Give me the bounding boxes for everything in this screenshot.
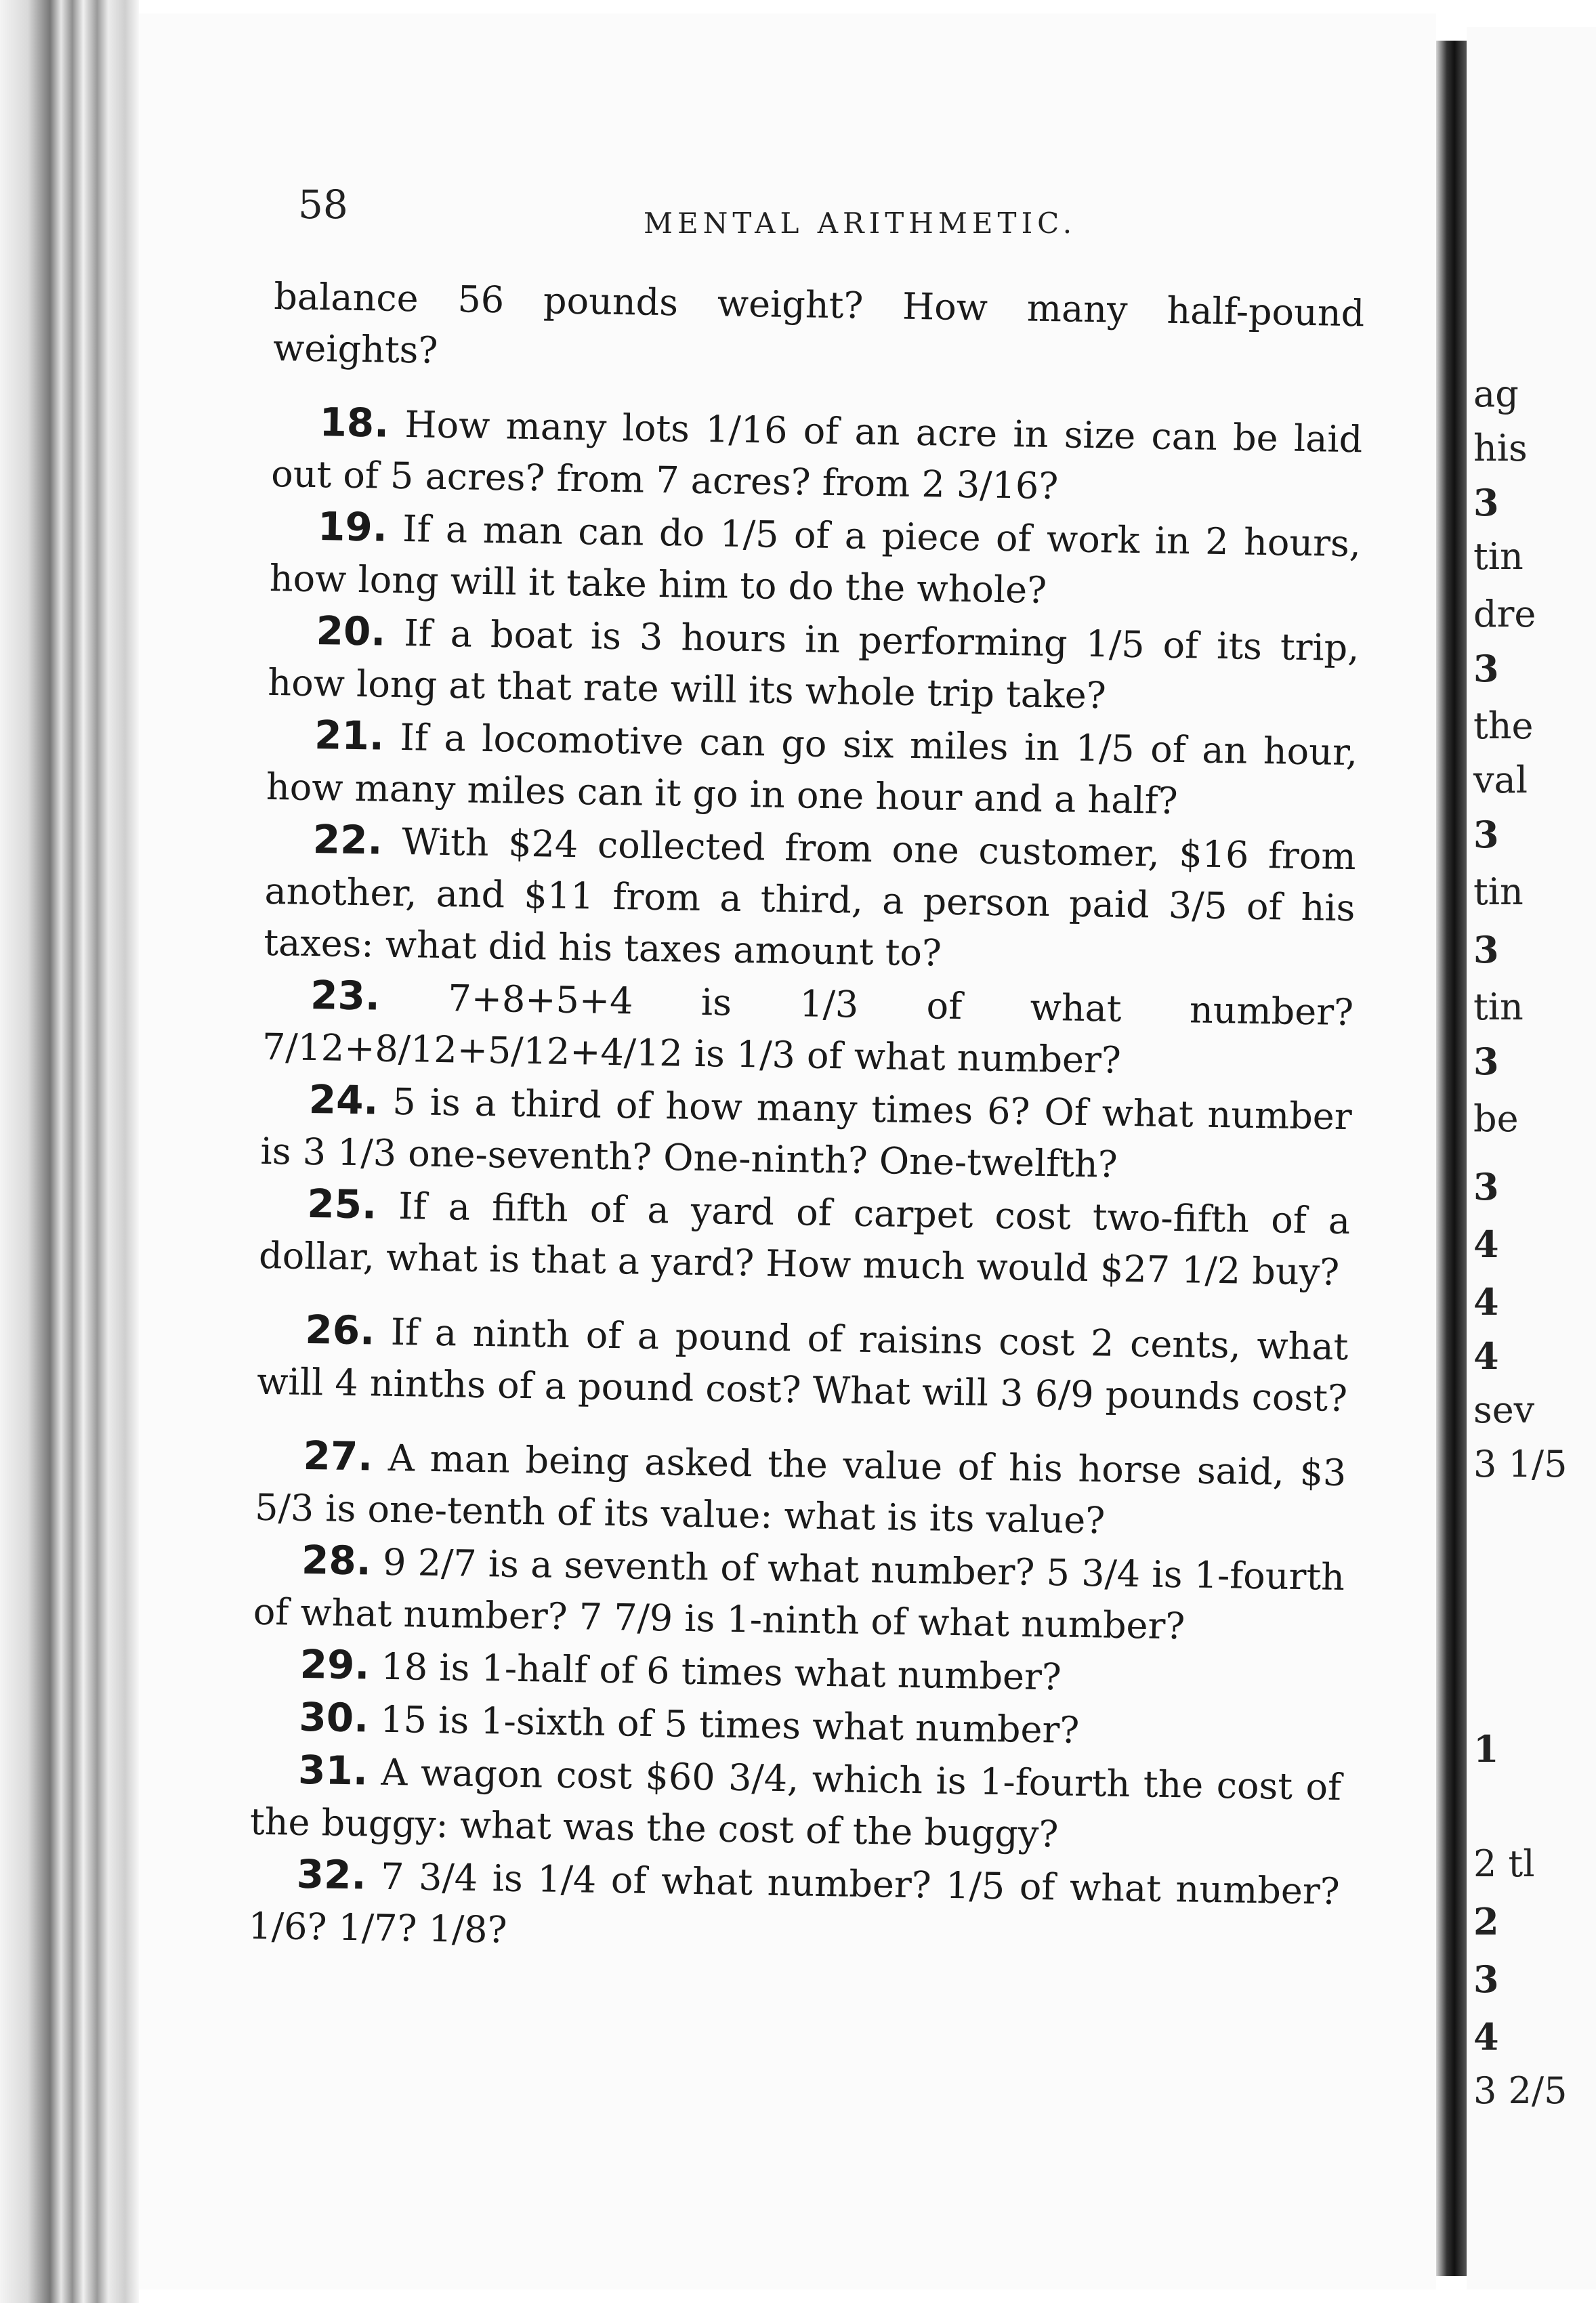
problem-text: 9 2/7 is a seventh of what number? 5 3/4 is 1-fourth of what number? 7 7/9 is 1-ninth of what number? (253, 1540, 1345, 1648)
problem-item (255, 1429, 1347, 1550)
adjacent-fragment: dre (1473, 593, 1536, 635)
adjacent-fragment: 3 (1473, 1165, 1499, 1208)
adjacent-fragment: 3 1/5 (1473, 1443, 1568, 1485)
problem-item (260, 1073, 1352, 1194)
problem-item (261, 969, 1353, 1090)
adjacent-fragment: 3 (1473, 1958, 1499, 2001)
problem-item (268, 604, 1360, 725)
adjacent-fragment: 3 (1473, 481, 1499, 524)
problem-text: If a fifth of a yard of carpet cost two-fifth of a dollar, what is that a yard? How much would $27 1/2 buy? (258, 1185, 1351, 1294)
problem-item (266, 709, 1358, 830)
problem-number: 18. (318, 399, 390, 446)
adjacent-fragment: tin (1473, 535, 1524, 578)
problem-number: 25. (306, 1180, 377, 1228)
adjacent-fragment: 3 (1473, 928, 1499, 971)
problem-text: If a boat is 3 hours in performing 1/5 of its trip, how long at that rate will its whole trip take? (267, 612, 1360, 717)
book-gutter (1436, 41, 1467, 2276)
adjacent-fragment: val (1473, 759, 1528, 801)
problem-number: 27. (303, 1432, 373, 1480)
problem-number: 21. (314, 712, 385, 759)
adjacent-fragment: 3 (1473, 813, 1499, 856)
adjacent-page (1467, 27, 1596, 2289)
page-number: 58 (298, 182, 348, 228)
adjacent-fragment: 2 tl (1473, 1842, 1535, 1885)
problem-text: A man being asked the value of his horse said, $3 5/3 is one-tenth of its value: what is its value? (254, 1436, 1347, 1542)
problem-number: 24. (308, 1076, 379, 1124)
adjacent-fragment: 1 (1473, 1727, 1499, 1771)
problem-item (248, 1848, 1340, 1969)
adjacent-fragment: tin (1473, 870, 1524, 913)
problem-text: 18 is 1-half of 6 times what number? (381, 1645, 1062, 1699)
problem-text: 7+8+5+4 is 1/3 of what number? 7/12+8/12+5/12+4/12 is 1/3 of what number? (261, 977, 1354, 1082)
adjacent-fragment: 4 (1473, 1334, 1499, 1378)
problem-number: 30. (298, 1693, 369, 1741)
problem-text: How many lots 1/16 of an acre in size can be laid out of 5 acres? from 7 acres? from 2 3/16? (270, 403, 1363, 508)
book-spine-edge (0, 0, 139, 2303)
problem-number: 20. (316, 608, 386, 655)
problem-text: 5 is a third of how many times 6? Of what number is 3 1/3 one-seventh? One-ninth? One-twelfth? (260, 1080, 1353, 1186)
problem-number: 31. (297, 1746, 369, 1794)
adjacent-fragment: 4 (1473, 1223, 1499, 1266)
problem-17-continuation (273, 271, 1365, 391)
adjacent-fragment: tin (1473, 986, 1524, 1028)
adjacent-fragment: 3 (1473, 647, 1499, 690)
problem-item (259, 1177, 1351, 1298)
problem-item (269, 500, 1361, 621)
page-body (248, 271, 1365, 1969)
problem-item (264, 813, 1356, 986)
problem-item (257, 1303, 1349, 1424)
problem-text: With $24 collected from one customer, $16 from another, and $11 from a third, a person paid 3/5 of his taxes: what did his taxes amount to? (263, 820, 1357, 975)
adjacent-fragment: 4 (1473, 1280, 1499, 1324)
problem-number: 29. (299, 1641, 370, 1689)
problem-number: 32. (296, 1851, 367, 1899)
adjacent-fragment: be (1473, 1097, 1519, 1140)
adjacent-fragment: 4 (1473, 2015, 1499, 2058)
adjacent-fragment: his (1473, 427, 1528, 469)
adjacent-fragment: the (1473, 704, 1534, 747)
problem-number: 28. (301, 1536, 372, 1584)
problem-number: 23. (310, 971, 381, 1019)
problem-text: If a ninth of a pound of raisins cost 2 cents, what will 4 ninths of a pound cost? What will 3 6/9 pounds cost? (256, 1310, 1349, 1420)
problem-text: A wagon cost $60 3/4, which is 1-fourth the cost of the buggy: what was the cost of the buggy? (249, 1750, 1342, 1856)
problem-number: 19. (317, 503, 388, 551)
problem-text: balance 56 pounds weight? How many half-pound weights? (272, 274, 1365, 372)
problem-item (253, 1534, 1345, 1655)
running-head: MENTAL ARITHMETIC. (644, 207, 1077, 240)
problem-item (271, 396, 1363, 517)
adjacent-fragment: 3 (1473, 1040, 1499, 1083)
adjacent-fragment: sev (1473, 1389, 1535, 1431)
problem-number: 22. (312, 816, 383, 864)
problem-number: 26. (304, 1306, 375, 1354)
adjacent-fragment: ag (1473, 373, 1519, 415)
adjacent-fragment: 2 (1473, 1900, 1499, 1943)
problem-item (249, 1744, 1341, 1865)
problem-text: If a man can do 1/5 of a piece of work in 2 hours, how long will it take him to do the whole? (269, 507, 1362, 612)
problem-text: If a locomotive can go six miles in 1/5 of an hour, how many miles can it go in one hour and a half? (266, 716, 1358, 823)
problem-text: 7 3/4 is 1/4 of what number? 1/5 of what number? 1/6? 1/7? 1/8? (248, 1855, 1341, 1951)
problem-text: 15 is 1-sixth of 5 times what number? (379, 1697, 1080, 1752)
adjacent-fragment: 3 2/5 (1473, 2069, 1568, 2112)
